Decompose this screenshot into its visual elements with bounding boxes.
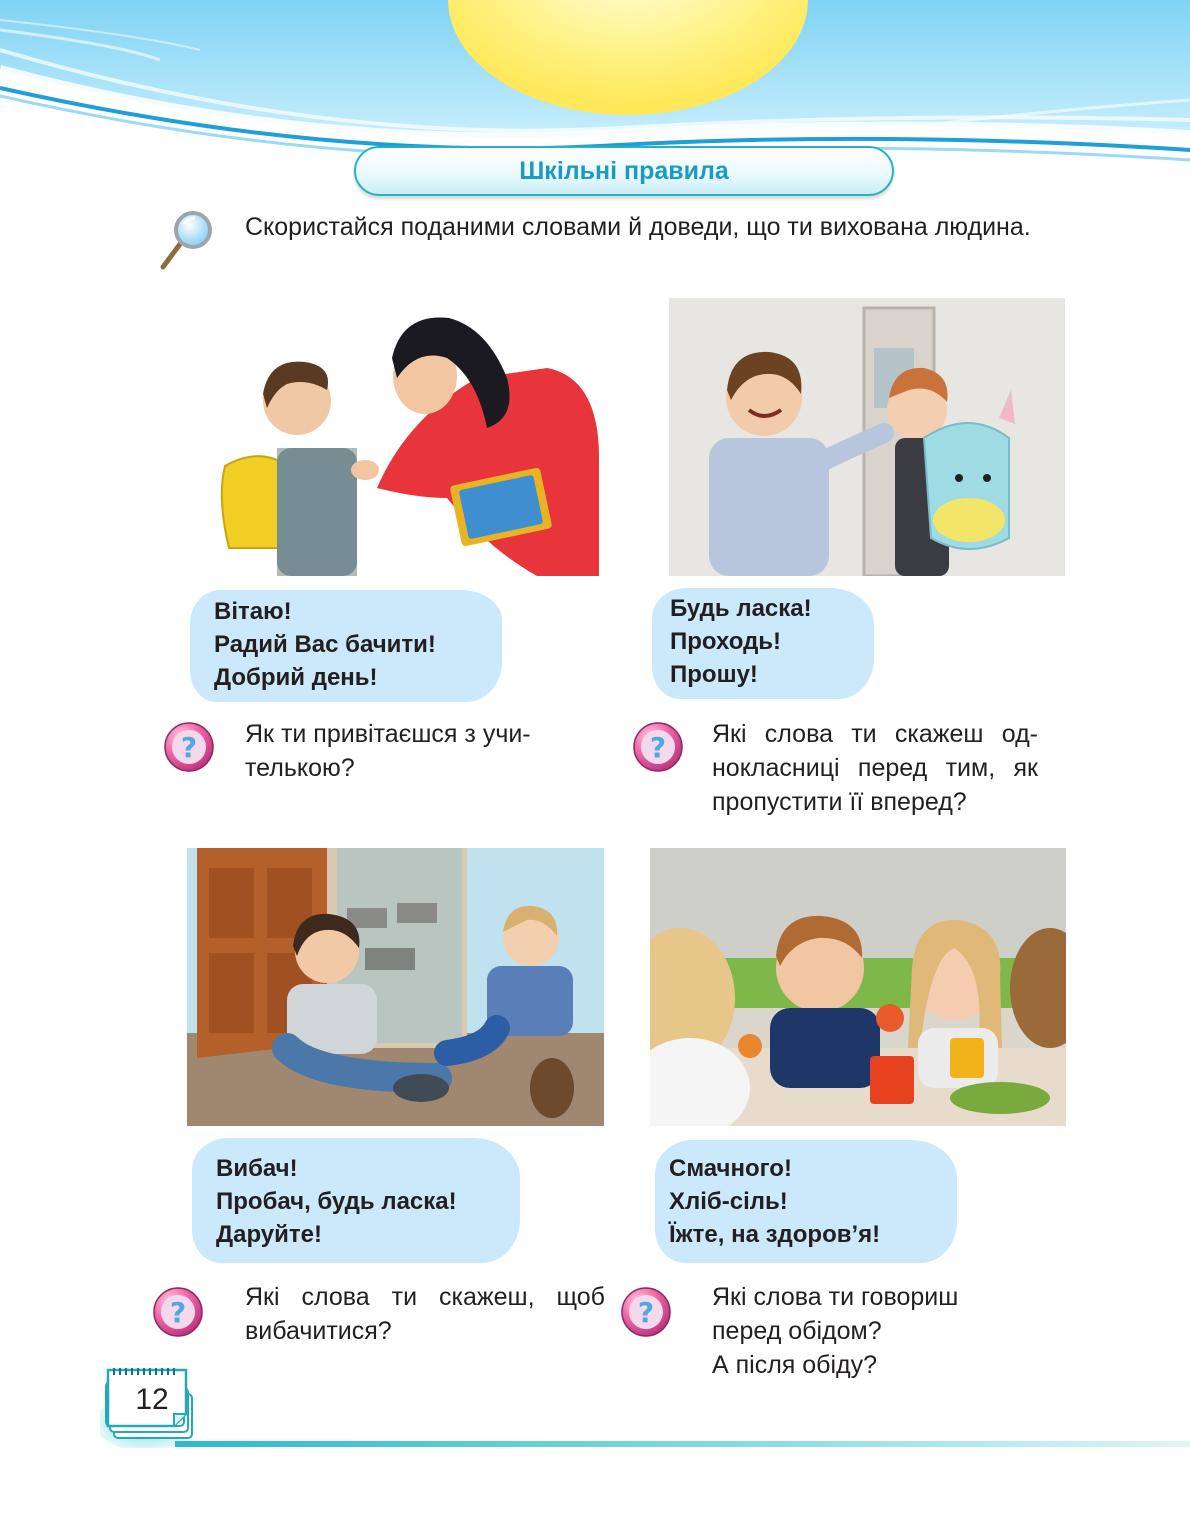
question-text: Які слова ти скажеш од- нокласниці перед тим, як пропустити її вперед? xyxy=(712,720,1038,816)
footer-divider xyxy=(175,1441,1190,1447)
phrase-bubble-please xyxy=(652,588,874,699)
photo-boys-apology xyxy=(187,848,604,1126)
svg-text:?: ? xyxy=(637,1296,655,1329)
question-mark-icon xyxy=(620,1286,672,1338)
phrase: Хліб-сіль! xyxy=(669,1188,788,1215)
phrase-bubble-apology xyxy=(192,1138,520,1263)
phrase: Будь ласка! xyxy=(670,595,812,622)
question-mark-icon xyxy=(163,721,215,773)
svg-text:?: ? xyxy=(180,731,198,764)
phrase-bubble-meal xyxy=(655,1140,957,1263)
page-number: 12 xyxy=(135,1383,169,1416)
photo-lunch xyxy=(650,848,1066,1126)
phrase: Їжте, на здоров’я! xyxy=(669,1221,881,1248)
phrase-bubble-greeting xyxy=(190,590,502,702)
phrase: Вітаю! xyxy=(214,598,292,625)
photo-teacher-greeting xyxy=(187,298,599,576)
svg-text:?: ? xyxy=(169,1296,187,1329)
phrase: Проходь! xyxy=(670,628,782,655)
phrase: Вибач! xyxy=(216,1155,298,1182)
phrase: Пробач, будь ласка! xyxy=(216,1188,457,1215)
question-mark-icon xyxy=(152,1286,204,1338)
phrase: Прошу! xyxy=(670,661,758,688)
phrase: Радий Вас бачити! xyxy=(214,631,436,658)
phrase: Смачного! xyxy=(669,1155,792,1182)
phrase: Даруйте! xyxy=(216,1221,322,1248)
question-text: Які слова ти говориш перед обідом? А після обіду? xyxy=(712,1283,959,1379)
svg-text:?: ? xyxy=(649,731,667,764)
question-mark-icon xyxy=(632,721,684,773)
photo-holding-door xyxy=(669,298,1065,576)
task-text: Скористайся поданими словами й доведи, що ти вихована людина. xyxy=(245,213,1031,241)
question-text: Як ти привітаєшся з учи- телькою? xyxy=(245,720,531,782)
section-title xyxy=(354,146,894,196)
section-title-text: Шкільні правила xyxy=(519,156,729,185)
magnifier-icon xyxy=(158,210,214,272)
phrase: Добрий день! xyxy=(214,664,378,691)
question-text: Які слова ти скажеш, щоб вибачитися? xyxy=(245,1283,605,1345)
